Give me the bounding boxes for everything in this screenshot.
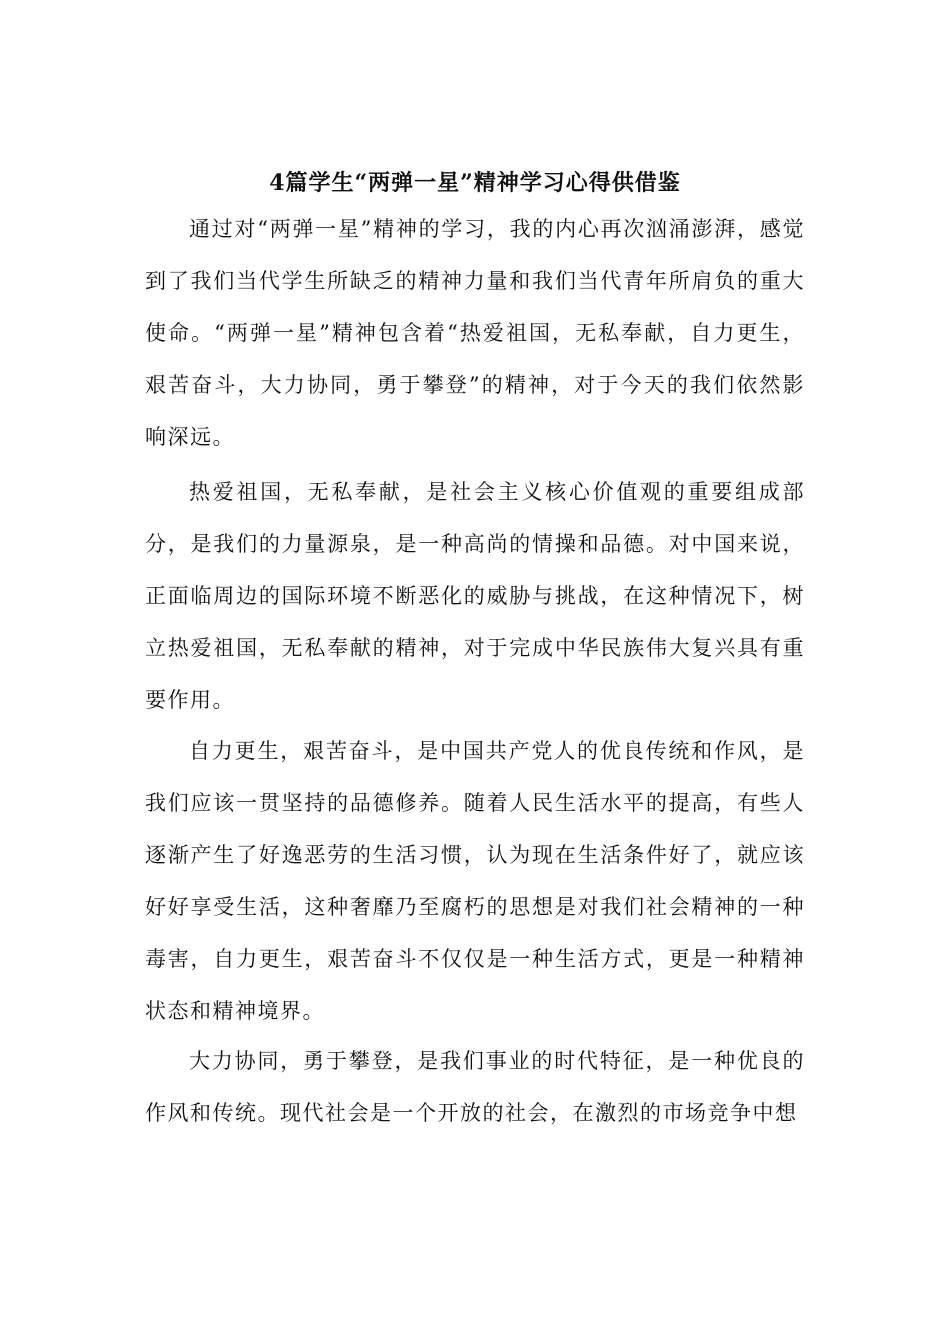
paragraph-1: 通过对“两弹一星”精神的学习，我的内心再次汹涌澎湃，感觉到了我们当代学生所缺乏的精神力量和我们当代青年所肩负的重大使命。“两弹一星”精神包含着“热爱祖国，无私奉献，自力更生，艰苦奋斗，大力协同，勇于攀登”的精神，对于今天的我们依然影响深远。 [145, 217, 805, 449]
document-title: 4篇学生“两弹一星”精神学习心得供借鉴 [269, 169, 681, 196]
paragraph-3: 自力更生，艰苦奋斗，是中国共产党人的优良传统和作风，是我们应该一贯坚持的品德修养。随着人民生活水平的提高，有些人逐渐产生了好逸恶劳的生活习惯，认为现在生活条件好了，就应该好好享受生活，这种奢靡乃至腐朽的思想是对我们社会精神的一种毒害，自力更生，艰苦奋斗不仅仅是一种生活方式，更是一种精神状态和精神境界。 [145, 739, 805, 1023]
paragraph-2: 热爱祖国，无私奉献，是社会主义核心价值观的重要组成部分，是我们的力量源泉，是一种高尚的情操和品德。对中国来说，正面临周边的国际环境不断恶化的威胁与挑战，在这种情况下，树立热爱祖国，无私奉献的精神，对于完成中华民族伟大复兴具有重要作用。 [145, 480, 805, 712]
paragraph-4: 大力协同，勇于攀登，是我们事业的时代特征，是一种优良的作风和传统。现代社会是一个开放的社会，在激烈的市场竞争中想 [145, 1049, 805, 1125]
